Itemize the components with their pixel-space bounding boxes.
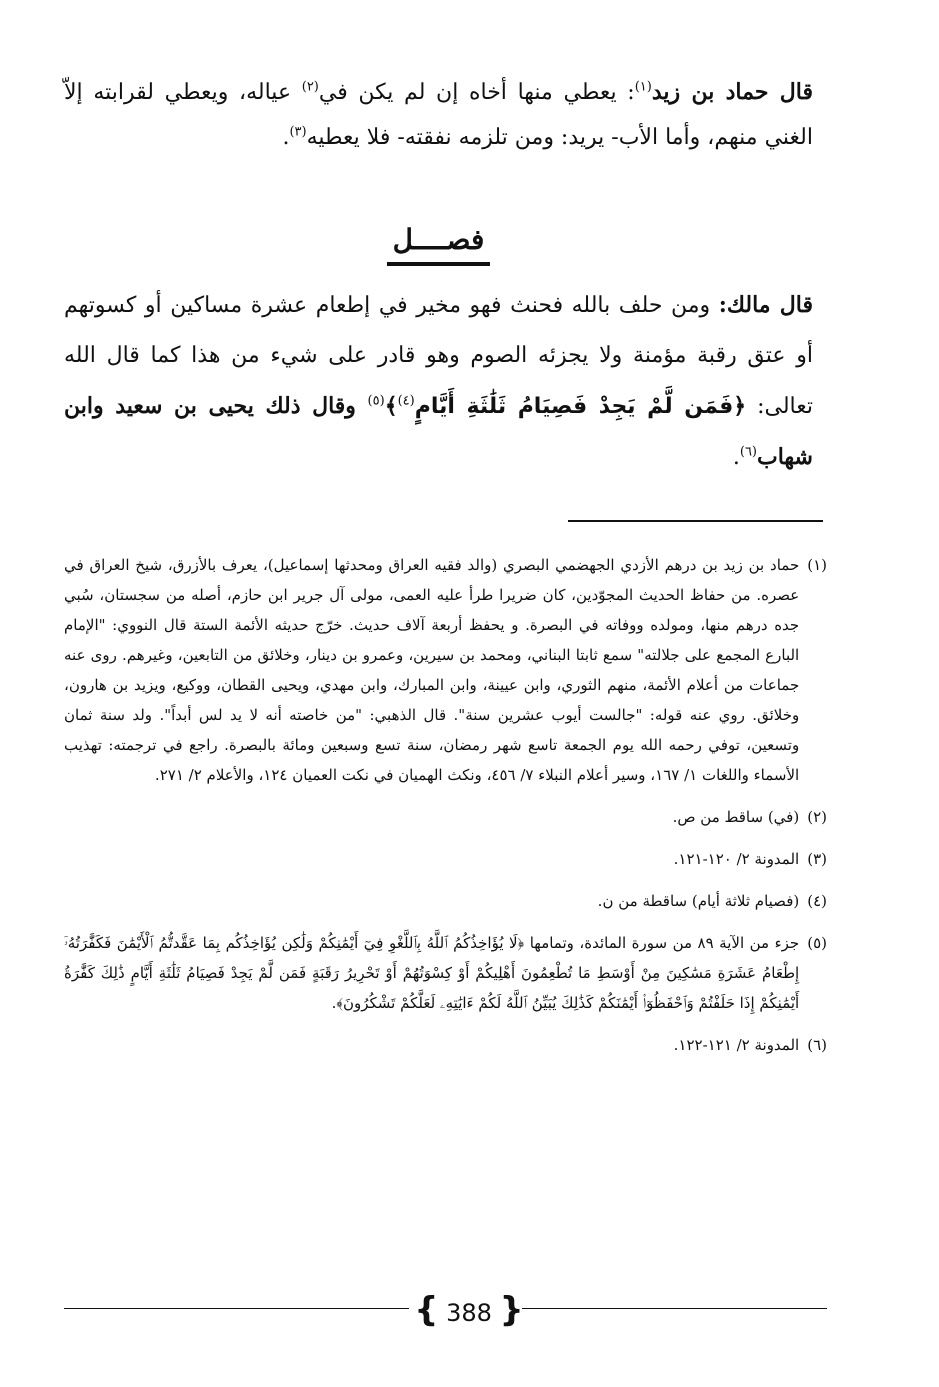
footnote-item [64,928,827,1018]
page-number-value: 388 [446,1299,492,1327]
paragraph-text: . [282,125,290,150]
section-heading: فصــــل [387,220,491,266]
footnote-ref-1: (١) [634,79,652,95]
page-number [409,1290,529,1333]
footnote-item [64,550,827,790]
footnote-item [64,1030,827,1060]
footnote-number: (٥) [807,934,827,952]
page-footer [64,1290,827,1340]
footnote-ref-3: (٣) [289,124,307,140]
paragraph-lead: قال حماد بن زيد [651,79,813,105]
footnote-item [64,802,827,832]
footnote-item [64,886,827,916]
footer-rule-right [522,1308,827,1309]
section-heading-wrap [64,220,813,266]
paragraph-hammad [64,70,813,160]
footnote-ref-6: (٦) [739,444,757,460]
brace-left: { [414,1290,439,1330]
footnote-text: جزء من الآية ٨٩ من سورة المائدة، وتمامها ﴿لَا يُؤَاخِذُكُمُ ٱللَّهُ بِٱللَّغْوِ فِيٓ أَيْمَٰنِكُمْ وَلَٰكِن يُؤَاخِذُكُم بِمَا عَقَّدتُّمُ ٱلْأَيْمَٰنَ فَكَفَّٰرَتُهُۥٓ إِطْعَامُ عَشَرَةِ مَسَٰكِينَ مِنْ أَوْسَطِ مَا تُطْعِمُونَ أَهْلِيكُمْ أَوْ كِسْوَتُهُمْ أَوْ تَحْرِيرُ رَقَبَةٍ فَمَن لَّمْ يَجِدْ فَصِيَامُ ثَلَٰثَةِ أَيَّامٍ ذَٰلِكَ كَفَّٰرَةُ أَيْمَٰنِكُمْ إِذَا حَلَفْتُمْ وَٱحْفَظُوٓا۟ أَيْمَٰنَكُمْ كَذَٰلِكَ يُبَيِّنُ ٱللَّهُ لَكُمْ ءَايَٰتِهِۦ لَعَلَّكُمْ تَشْكُرُونَ﴾. [64,934,800,1012]
footnote-text: (في) ساقط من ص. [672,808,800,826]
footnote-text: المدونة ٢/ ١٢٠-١٢١. [673,850,800,868]
quran-bracket-end: ﴾ [384,394,398,419]
brace-right: } [499,1290,524,1330]
footnote-text: (فصيام ثلاثة أيام) ساقطة من ن. [597,892,800,910]
quran-verse: ﴿فَمَن لَّمْ يَجِدْ فَصِيَامُ ثَلَٰثَةِ أَيَّامٍ [414,394,747,419]
footnotes [64,550,827,1072]
footnote-item [64,844,827,874]
footnote-number: (١) [807,556,827,574]
footnote-text: المدونة ٢/ ١٢١-١٢٢. [673,1036,800,1054]
paragraph-text: ومن حلف بالله فحنث فهو مخير في إطعام عشرة مساكين أو كسوتهم أو عتق رقبة مؤمنة ولا يجزئه الصوم وهو قادر على شيء من هذا كما قال الله تعالى: [64,293,814,419]
footnote-ref-4: (٤) [397,393,415,409]
footnote-number: (٢) [807,808,827,826]
footnote-text: حماد بن زيد بن درهم الأزدي الجهضمي البصري (والد فقيه العراق ومحدثها إسماعيل)، يعرف بالأزرق، شيخ العراق في عصره. من حفاظ الحديث المجوّدين، كان ضريرا طرأ عليه العمى، مولى آل جرير ابن حازم، أصله من سجستان، سُبي جده درهم منها، ومولده ووفاته في البصرة. و يحفظ أربعة آلاف حديث. خرّج حديثه الأئمة الستة قال النووي: "الإمام البارع المجمع على جلالته" سمع ثابتا البناني، ومحمد بن سيرين، وعمرو بن دينار، وخلائق من التابعين، وغيرهم. روى عنه جماعات من أعلام الأئمة، منهم الثوري، وابن عيينة، وابن المبارك، وابن مهدي، ويحيى القطان، ووكيع، ويزيد بن هارون، وخلائق. روي عنه قوله: "جالست أيوب عشرين سنة". قال الذهبي: "من خاصته أنه لا يد لس أبداً". ولد سنة ثمان وتسعين، توفي رحمه الله يوم الجمعة تاسع شهر رمضان، سنة تسع وسبعين ومائة بالبصرة. راجع في ترجمته: تهذيب الأسماء واللغات ١/ ١٦٧، وسير أعلام النبلاء ٧/ ٤٥٦، ونكث الهميان في نكت العميان ١٢٤، والأعلام ٢/ ٢٧١. [64,556,800,784]
footnote-ref-5: (٥) [367,393,385,409]
footnote-number: (٤) [807,892,827,910]
footnote-separator [568,520,823,522]
footnote-number: (٦) [807,1036,827,1054]
footnote-ref-2: (٢) [301,79,319,95]
paragraph-text: : يعطي منها أخاه إن لم يكن في [318,80,635,105]
paragraph-malik [64,280,813,483]
paragraph-lead: قال مالك: [718,292,813,318]
footer-rule-left [64,1308,409,1309]
paragraph-text: . [732,445,740,470]
footnote-number: (٣) [807,850,827,868]
paragraph-text: عياله، ويعطي لقرابته إلاّ الغني منهم، وأما الأب- يريد: ومن تلزمه نفقته- فلا يعطيه [64,80,813,150]
paragraph-text: وقال ذلك يحيى بن سعيد وابن شهاب [64,393,813,470]
